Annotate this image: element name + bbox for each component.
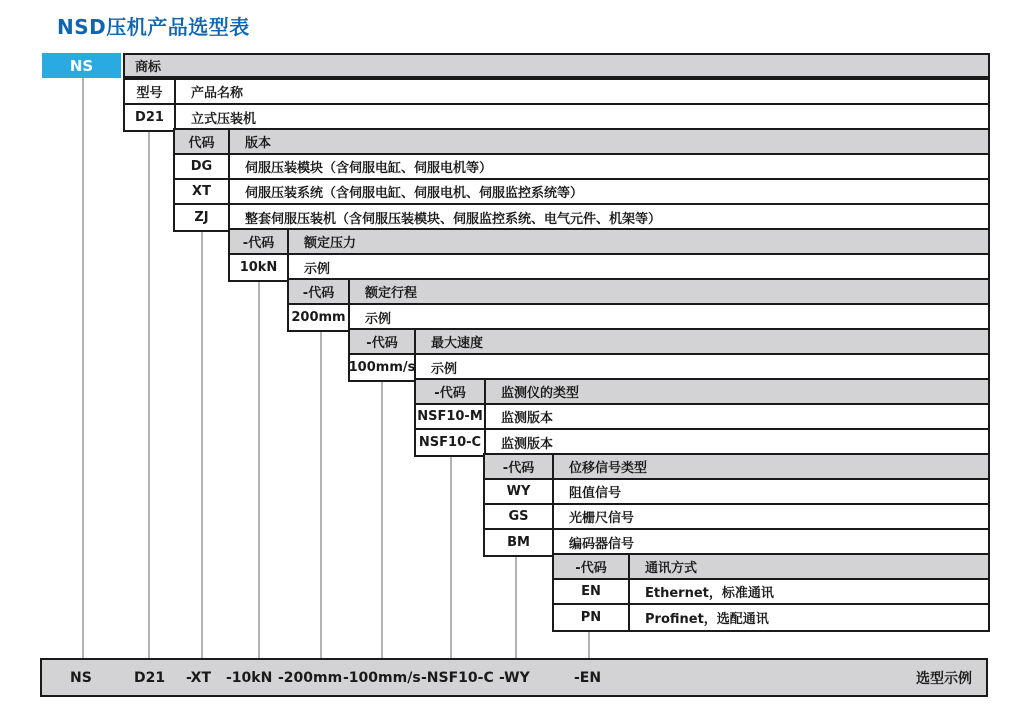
desc-cell: 伺服压装系统（含伺服电缸、伺服电机、伺服监控系统等） — [245, 186, 584, 201]
code-cell: GS — [485, 505, 554, 528]
code-cell: -代码 — [289, 280, 350, 303]
code-cell: XT — [175, 180, 230, 203]
brand-code-box: NS — [42, 53, 121, 78]
code-cell: -代码 — [350, 330, 416, 353]
desc-cell: 立式压装机 — [191, 112, 257, 127]
example-segment: D21 — [134, 669, 166, 686]
connector-line — [515, 555, 517, 658]
desc-cell: 监测版本 — [501, 437, 554, 452]
code-cell: 代码 — [175, 130, 230, 153]
table-header-row — [175, 130, 988, 155]
table-header-row — [350, 330, 988, 355]
connector-line — [201, 230, 203, 658]
desc-cell: 额定行程 — [365, 286, 418, 301]
table-header-row — [289, 280, 988, 305]
desc-cell: 示例 — [365, 312, 392, 327]
table-row — [175, 155, 988, 180]
code-cell: 10kN — [230, 255, 289, 280]
code-cell: -代码 — [554, 555, 630, 578]
example-label: 选型示例 — [916, 670, 972, 687]
code-cell: ZJ — [175, 205, 230, 230]
code-cell: EN — [554, 580, 630, 603]
connector-line — [258, 280, 260, 658]
code-cell: NSF10-M — [416, 405, 486, 428]
desc-cell: 位移信号类型 — [569, 461, 648, 476]
desc-cell: 整套伺服压装机（含伺服压装模块、伺服监控系统、电气元件、机架等） — [245, 212, 662, 227]
trademark-header-bar — [123, 53, 990, 78]
table-header-row — [416, 380, 988, 405]
block-displacement-signal — [483, 453, 990, 557]
table-row — [554, 580, 988, 605]
code-cell: DG — [175, 155, 230, 178]
code-cell: D21 — [125, 105, 176, 130]
desc-cell: 监测版本 — [501, 411, 554, 426]
table-row — [416, 405, 988, 430]
selection-example-bar — [40, 658, 988, 697]
table-row — [289, 305, 988, 330]
trademark-label: 商标 — [135, 60, 162, 75]
code-cell: -代码 — [230, 230, 289, 253]
table-row — [485, 505, 988, 530]
table-row — [554, 605, 988, 630]
table-row — [416, 430, 988, 455]
block-rated-force — [228, 228, 990, 282]
desc-cell: 监测仪的类型 — [501, 386, 580, 401]
code-cell: -代码 — [416, 380, 486, 403]
code-cell: WY — [485, 480, 554, 503]
example-segment: NS — [70, 669, 92, 686]
code-cell: PN — [554, 605, 630, 630]
example-segment: -10kN — [226, 669, 273, 686]
desc-cell: 编码器信号 — [569, 537, 635, 552]
table-row — [230, 255, 988, 280]
example-segment: -WY — [499, 669, 530, 686]
connector-line — [450, 455, 452, 658]
example-segment: -XT — [186, 669, 212, 686]
code-cell: BM — [485, 530, 554, 555]
connector-line — [320, 330, 322, 658]
table-row — [175, 180, 988, 205]
desc-cell: 示例 — [431, 362, 458, 377]
desc-cell: 伺服压装模块（含伺服电缸、伺服电机等） — [245, 161, 493, 176]
table-row — [485, 480, 988, 505]
connector-line — [588, 630, 590, 658]
desc-cell: 产品名称 — [191, 86, 244, 101]
connector-line — [381, 380, 383, 658]
code-cell: 型号 — [125, 80, 176, 103]
block-communication-mode — [552, 553, 990, 632]
table-row — [125, 105, 988, 130]
desc-cell: Profinet，选配通讯 — [645, 612, 769, 627]
table-header-row — [485, 455, 988, 480]
code-cell: -代码 — [485, 455, 554, 478]
desc-cell: Ethernet，标准通讯 — [645, 586, 774, 601]
connector-line — [148, 130, 150, 658]
example-segment: -100mm/s — [343, 669, 421, 686]
example-segment: -NSF10-C — [421, 669, 494, 686]
example-segment: -EN — [574, 669, 602, 686]
desc-cell: 阻值信号 — [569, 486, 622, 501]
block-model — [123, 78, 990, 132]
table-row — [485, 530, 988, 555]
desc-cell: 示例 — [304, 262, 331, 277]
desc-cell: 光栅尺信号 — [569, 511, 635, 526]
table-header-row — [554, 555, 988, 580]
code-cell: 100mm/s — [350, 355, 416, 380]
table-row — [350, 355, 988, 380]
table-header-row — [230, 230, 988, 255]
code-cell: NSF10-C — [416, 430, 486, 455]
desc-cell: 额定压力 — [304, 236, 357, 251]
block-rated-stroke — [287, 278, 990, 332]
connector-line — [82, 78, 84, 658]
desc-cell: 通讯方式 — [645, 561, 698, 576]
table-row — [175, 205, 988, 230]
desc-cell: 版本 — [245, 136, 272, 151]
page-title: NSD压机产品选型表 — [57, 15, 250, 39]
table-row — [125, 80, 988, 105]
code-cell: 200mm — [289, 305, 350, 330]
block-monitor-type — [414, 378, 990, 457]
block-version — [173, 128, 990, 232]
example-segment: -200mm — [278, 669, 343, 686]
desc-cell: 最大速度 — [431, 336, 484, 351]
block-max-speed — [348, 328, 990, 382]
